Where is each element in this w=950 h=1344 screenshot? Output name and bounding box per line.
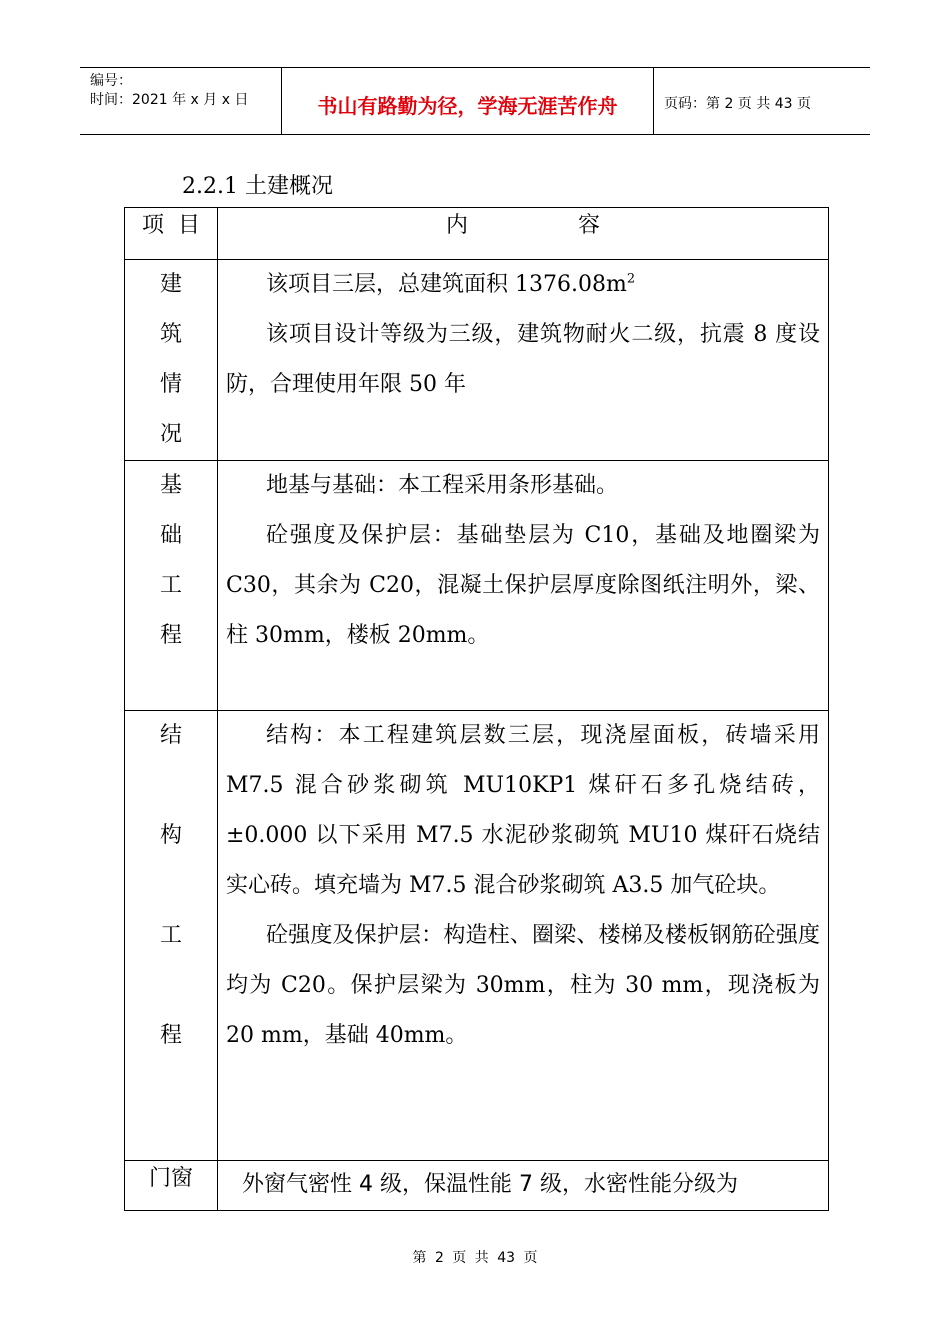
paragraph: 结构：本工程建筑层数三层，现浇屋面板，砖墙采用 M7.5 混合砂浆砌筑 MU10KP1 煤矸石多孔烧结砖，±0.000 以下采用 M7.5 水泥砂浆砌筑 MU10 煤矸石烧结实心砖。填充墙为 M7.5 混合砂浆砌筑 A3.5 加气砼块。 (226, 723, 820, 898)
table-row (125, 461, 829, 711)
label-char: 础 (159, 523, 182, 548)
page-footer: 第 2 页 共 43 页 (412, 1250, 538, 1266)
page-header (80, 67, 870, 135)
label-char: 建 (159, 272, 182, 297)
row-label-doors-windows: 门窗 (125, 1161, 218, 1211)
number-label: 编号： (90, 73, 132, 89)
paragraph: 地基与基础：本工程采用条形基础。 (266, 473, 619, 498)
table-row (125, 260, 829, 461)
label-char: 程 (159, 1023, 182, 1048)
label-char: 情 (159, 372, 182, 397)
row-content-building (218, 260, 829, 461)
paragraph: 外窗气密性 4 级，保温性能 7 级，水密性能分级为 (242, 1172, 738, 1197)
row-label-building (125, 260, 218, 461)
row-content-structure (218, 711, 829, 1161)
label-char: 筑 (159, 322, 182, 347)
row-label-foundation (125, 461, 218, 711)
row-content-foundation (218, 461, 829, 711)
label-char: 结 (159, 723, 182, 748)
label-char: 基 (159, 473, 182, 498)
label-char: 工 (159, 923, 182, 948)
label-char: 工 (159, 573, 182, 598)
header-motto: 书山有路勤为径，学海无涯苦作舟 (282, 68, 654, 134)
header-item-cell: 项目 (125, 208, 218, 260)
row-label-structure (125, 711, 218, 1161)
paragraph: 该项目三层，总建筑面积 $1376.08m^2$ (266, 271, 636, 297)
time-label: 时间：2021 年 x 月 x 日 (90, 92, 249, 108)
header-page-info: 页码：第 2 页 共 43 页 (664, 96, 811, 112)
label-char: 况 (159, 422, 182, 447)
table-row (125, 711, 829, 1161)
paragraph: 该项目设计等级为三级，建筑物耐火二级，抗震 8 度设防，合理使用年限 50 年 (226, 322, 820, 397)
table-row (125, 1161, 829, 1211)
table-header-row (125, 208, 829, 260)
paragraph: 砼强度及保护层：基础垫层为 C10，基础及地圈梁为 C30，其余为 C20，混凝土保护层厚度除图纸注明外，梁、柱 30mm，楼板 20mm。 (226, 523, 820, 648)
header-content-cell: 内容 (218, 208, 829, 260)
label-char: 构 (159, 823, 182, 848)
row-content-doors-windows (218, 1161, 829, 1211)
header-meta (80, 68, 282, 134)
section-title: 2.2.1 土建概况 (182, 174, 333, 199)
paragraph: 砼强度及保护层：构造柱、圈梁、楼梯及楼板钢筋砼强度均为 C20。保护层梁为 30mm，柱为 30 mm，现浇板为 20 mm，基础 40mm。 (226, 923, 820, 1048)
project-overview-table (124, 207, 829, 1211)
superscript: 2 (626, 271, 636, 287)
label-char: 程 (159, 623, 182, 648)
